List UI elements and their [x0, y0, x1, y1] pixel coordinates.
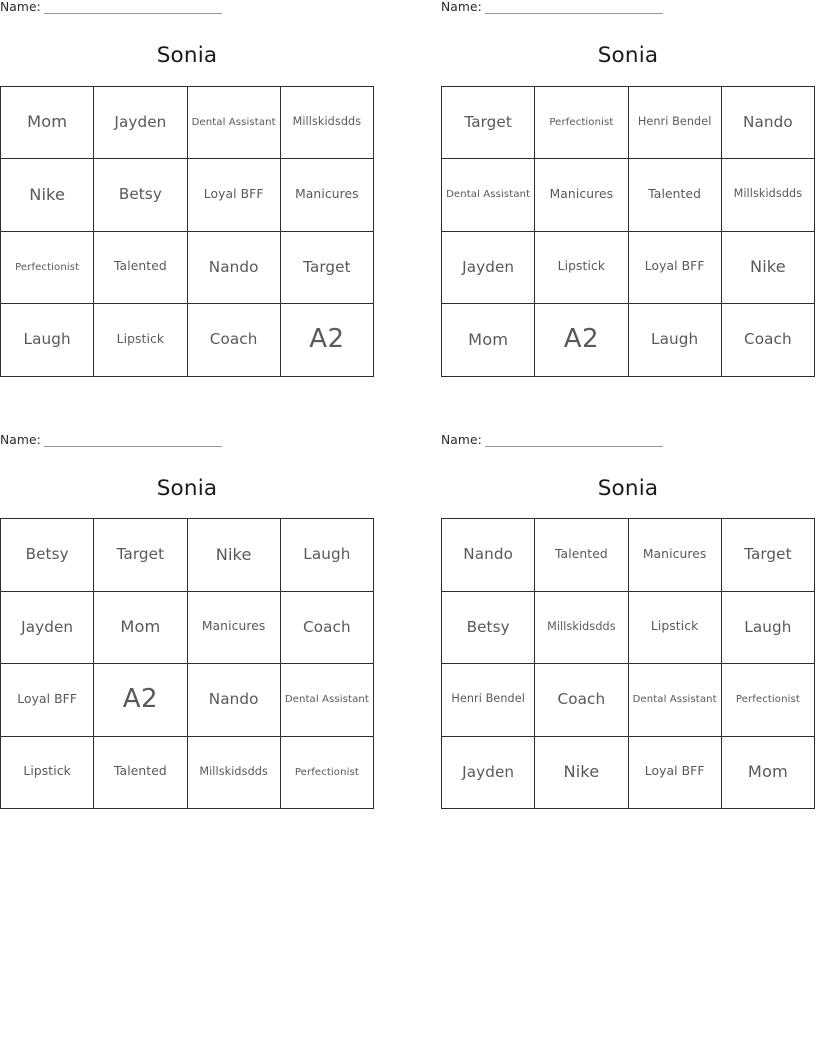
bingo-cell[interactable] — [280, 86, 373, 159]
bingo-cell[interactable] — [535, 519, 628, 592]
bingo-row — [442, 519, 815, 592]
bingo-cell[interactable] — [628, 519, 721, 592]
card-title: Sonia — [156, 475, 218, 501]
bingo-cell[interactable] — [1, 591, 94, 664]
bingo-cell-label: A2 — [563, 324, 600, 355]
bingo-cell-label: Perfectionist — [15, 261, 80, 273]
name-field-row — [0, 433, 374, 455]
bingo-cell-label: Loyal BFF — [644, 764, 705, 779]
bingo-cell-label: Mom — [747, 762, 788, 782]
bingo-free-space-cell[interactable] — [94, 664, 187, 737]
bingo-cell[interactable] — [721, 664, 814, 737]
bingo-cell[interactable] — [1, 86, 94, 159]
bingo-cell-label: Mom — [120, 617, 161, 637]
bingo-cell[interactable] — [442, 664, 535, 737]
bingo-cell-label: Talented — [113, 259, 167, 274]
card-title: Sonia — [597, 475, 659, 501]
bingo-cell-label: Henri Bendel — [451, 692, 525, 706]
bingo-cell[interactable] — [442, 591, 535, 664]
bingo-cell-label: Henri Bendel — [637, 114, 712, 128]
bingo-cell-label: Lipstick — [23, 764, 71, 779]
bingo-cell-label: Coach — [557, 690, 606, 709]
bingo-cell-label: Perfectionist — [735, 694, 800, 706]
name-write-in-line[interactable]: _______________________________ — [484, 0, 664, 14]
bingo-cell-label: Manicures — [642, 546, 707, 561]
bingo-cell[interactable] — [442, 736, 535, 809]
bingo-cell-label: Lipstick — [650, 619, 699, 634]
bingo-cell-label: Talented — [648, 186, 702, 201]
bingo-cell-label: Jayden — [462, 762, 515, 781]
bingo-cell[interactable] — [721, 736, 814, 809]
bingo-cell[interactable] — [187, 591, 280, 664]
bingo-cell[interactable] — [280, 736, 373, 809]
bingo-cell[interactable] — [628, 736, 721, 809]
bingo-cell[interactable] — [187, 159, 280, 232]
bingo-cell[interactable] — [721, 591, 814, 664]
bingo-cell[interactable] — [94, 231, 187, 304]
name-write-in-line[interactable]: _______________________________ — [43, 432, 223, 447]
bingo-cell[interactable] — [535, 159, 628, 232]
bingo-cell-label: Laugh — [651, 330, 699, 349]
bingo-cell-label: Nike — [749, 257, 786, 277]
bingo-row — [442, 231, 815, 304]
bingo-cell[interactable] — [187, 86, 280, 159]
bingo-cell-label: A2 — [122, 684, 159, 715]
bingo-cell-label: Nando — [463, 545, 513, 564]
bingo-free-space-cell[interactable] — [535, 304, 628, 377]
bingo-row — [1, 664, 374, 737]
name-write-in-line[interactable]: _______________________________ — [43, 0, 223, 14]
bingo-grid — [0, 86, 374, 377]
bingo-cell[interactable] — [628, 304, 721, 377]
bingo-cell[interactable] — [1, 231, 94, 304]
bingo-cell-label: Dental Assistant — [191, 116, 276, 128]
bingo-cell-label: Nando — [208, 257, 259, 276]
bingo-cell-label: Coach — [744, 330, 792, 349]
bingo-cell-label: Millskidsdds — [292, 114, 362, 128]
bingo-row — [442, 304, 815, 377]
bingo-row — [1, 519, 374, 592]
bingo-cell-label: Laugh — [23, 330, 71, 349]
bingo-cell[interactable] — [1, 664, 94, 737]
bingo-cell[interactable] — [280, 159, 373, 232]
bingo-cell-label: Perfectionist — [549, 116, 614, 128]
bingo-cell[interactable] — [721, 304, 814, 377]
bingo-cell[interactable] — [535, 591, 628, 664]
bingo-cell-label: Nike — [563, 762, 600, 782]
bingo-cell-label: Target — [464, 112, 512, 131]
bingo-cell[interactable] — [187, 304, 280, 377]
bingo-cell[interactable] — [280, 231, 373, 304]
bingo-cell-label: Coach — [303, 617, 351, 636]
name-label: Name: — [0, 432, 41, 447]
bingo-cell-label: Nike — [29, 184, 65, 204]
bingo-cell[interactable] — [187, 664, 280, 737]
card-title: Sonia — [597, 43, 659, 68]
name-label: Name: — [0, 0, 41, 14]
bingo-cell[interactable] — [94, 86, 187, 159]
bingo-cell[interactable] — [535, 231, 628, 304]
bingo-cell[interactable] — [535, 664, 628, 737]
bingo-cell[interactable] — [280, 664, 373, 737]
bingo-cell-label: Nando — [743, 112, 793, 131]
bingo-cell-label: Talented — [113, 764, 167, 779]
bingo-cell[interactable] — [628, 159, 721, 232]
bingo-cell[interactable] — [535, 86, 628, 159]
name-field-row — [441, 0, 815, 22]
bingo-cell-label: Dental Assistant — [632, 694, 717, 706]
bingo-row — [1, 159, 374, 232]
name-label: Name: — [441, 432, 482, 447]
bingo-card — [0, 377, 408, 810]
bingo-cell-label: Betsy — [25, 545, 69, 564]
bingo-row — [1, 304, 374, 377]
bingo-cell-label: Millskidsdds — [547, 619, 616, 633]
name-write-in-line[interactable]: _______________________________ — [484, 432, 664, 447]
bingo-cell[interactable] — [280, 591, 373, 664]
bingo-cell[interactable] — [442, 231, 535, 304]
bingo-cell[interactable] — [1, 304, 94, 377]
bingo-cell[interactable] — [94, 736, 187, 809]
bingo-cell[interactable] — [1, 736, 94, 809]
bingo-row — [442, 159, 815, 232]
bingo-cell-label: Mom — [468, 329, 509, 349]
bingo-row — [442, 86, 815, 159]
bingo-cell-label: Nando — [208, 690, 259, 709]
card-title: Sonia — [156, 43, 218, 68]
bingo-cell-label: Dental Assistant — [284, 694, 369, 706]
bingo-cell[interactable] — [628, 231, 721, 304]
bingo-cell-label: Target — [744, 545, 792, 564]
bingo-cell-label: Jayden — [21, 617, 74, 636]
bingo-card — [0, 0, 408, 377]
bingo-cell[interactable] — [721, 231, 814, 304]
bingo-cell-label: Jayden — [114, 112, 167, 131]
bingo-cell-label: Betsy — [118, 185, 162, 204]
bingo-cell-label: Perfectionist — [294, 766, 359, 778]
name-field-row — [0, 0, 374, 22]
bingo-cell[interactable] — [187, 519, 280, 592]
bingo-cell[interactable] — [442, 86, 535, 159]
name-field-row — [441, 433, 815, 455]
bingo-cell[interactable] — [1, 519, 94, 592]
bingo-cell-label: Loyal BFF — [17, 691, 78, 706]
bingo-cell[interactable] — [280, 519, 373, 592]
bingo-row — [442, 591, 815, 664]
bingo-cell[interactable] — [442, 519, 535, 592]
bingo-cell[interactable] — [721, 86, 814, 159]
bingo-cell-label: Target — [303, 257, 351, 276]
bingo-cell[interactable] — [94, 519, 187, 592]
bingo-cell-label: Manicures — [295, 186, 359, 201]
bingo-cell[interactable] — [721, 519, 814, 592]
bingo-card — [408, 0, 816, 377]
bingo-cell[interactable] — [628, 86, 721, 159]
bingo-cell-label: Laugh — [303, 545, 351, 564]
bingo-cell[interactable] — [628, 591, 721, 664]
bingo-cell-label: Target — [116, 545, 165, 564]
name-label: Name: — [441, 0, 482, 14]
bingo-cell[interactable] — [535, 736, 628, 809]
bingo-row — [1, 591, 374, 664]
bingo-cell[interactable] — [187, 736, 280, 809]
bingo-row — [1, 736, 374, 809]
bingo-cell-label: Loyal BFF — [644, 259, 705, 274]
bingo-cell[interactable] — [94, 159, 187, 232]
bingo-cell-label: Millskidsdds — [199, 764, 268, 778]
bingo-cell[interactable] — [187, 231, 280, 304]
bingo-cell[interactable] — [721, 159, 814, 232]
bingo-row — [1, 231, 374, 304]
bingo-cell-label: Lipstick — [116, 331, 165, 346]
bingo-cell[interactable] — [94, 304, 187, 377]
bingo-grid — [441, 86, 815, 377]
bingo-cell[interactable] — [628, 664, 721, 737]
bingo-free-space-cell[interactable] — [280, 304, 373, 377]
bingo-cell-label: Coach — [209, 330, 258, 349]
bingo-cell-label: Lipstick — [557, 259, 606, 274]
bingo-cell-label: Mom — [27, 112, 68, 132]
bingo-cell-label: A2 — [309, 324, 345, 355]
bingo-grid — [441, 518, 815, 809]
bingo-cell-label: Laugh — [744, 617, 792, 636]
bingo-cell[interactable] — [94, 591, 187, 664]
bingo-cell-label: Millskidsdds — [733, 187, 803, 201]
bingo-cell-label: Loyal BFF — [203, 186, 264, 201]
bingo-cell[interactable] — [442, 159, 535, 232]
bingo-cell-label: Jayden — [462, 257, 515, 276]
bingo-cell-label: Dental Assistant — [446, 189, 531, 201]
bingo-cell[interactable] — [1, 159, 94, 232]
bingo-row — [442, 736, 815, 809]
bingo-grid — [0, 518, 374, 809]
bingo-cell-label: Talented — [554, 546, 608, 561]
bingo-cell-label: Manicures — [201, 619, 266, 634]
bingo-row — [1, 86, 374, 159]
bingo-cell-label: Betsy — [466, 617, 510, 636]
bingo-row — [442, 664, 815, 737]
bingo-cell-label: Manicures — [549, 186, 614, 201]
bingo-cell-label: Nike — [215, 544, 252, 564]
bingo-card — [408, 377, 816, 810]
bingo-cell[interactable] — [442, 304, 535, 377]
